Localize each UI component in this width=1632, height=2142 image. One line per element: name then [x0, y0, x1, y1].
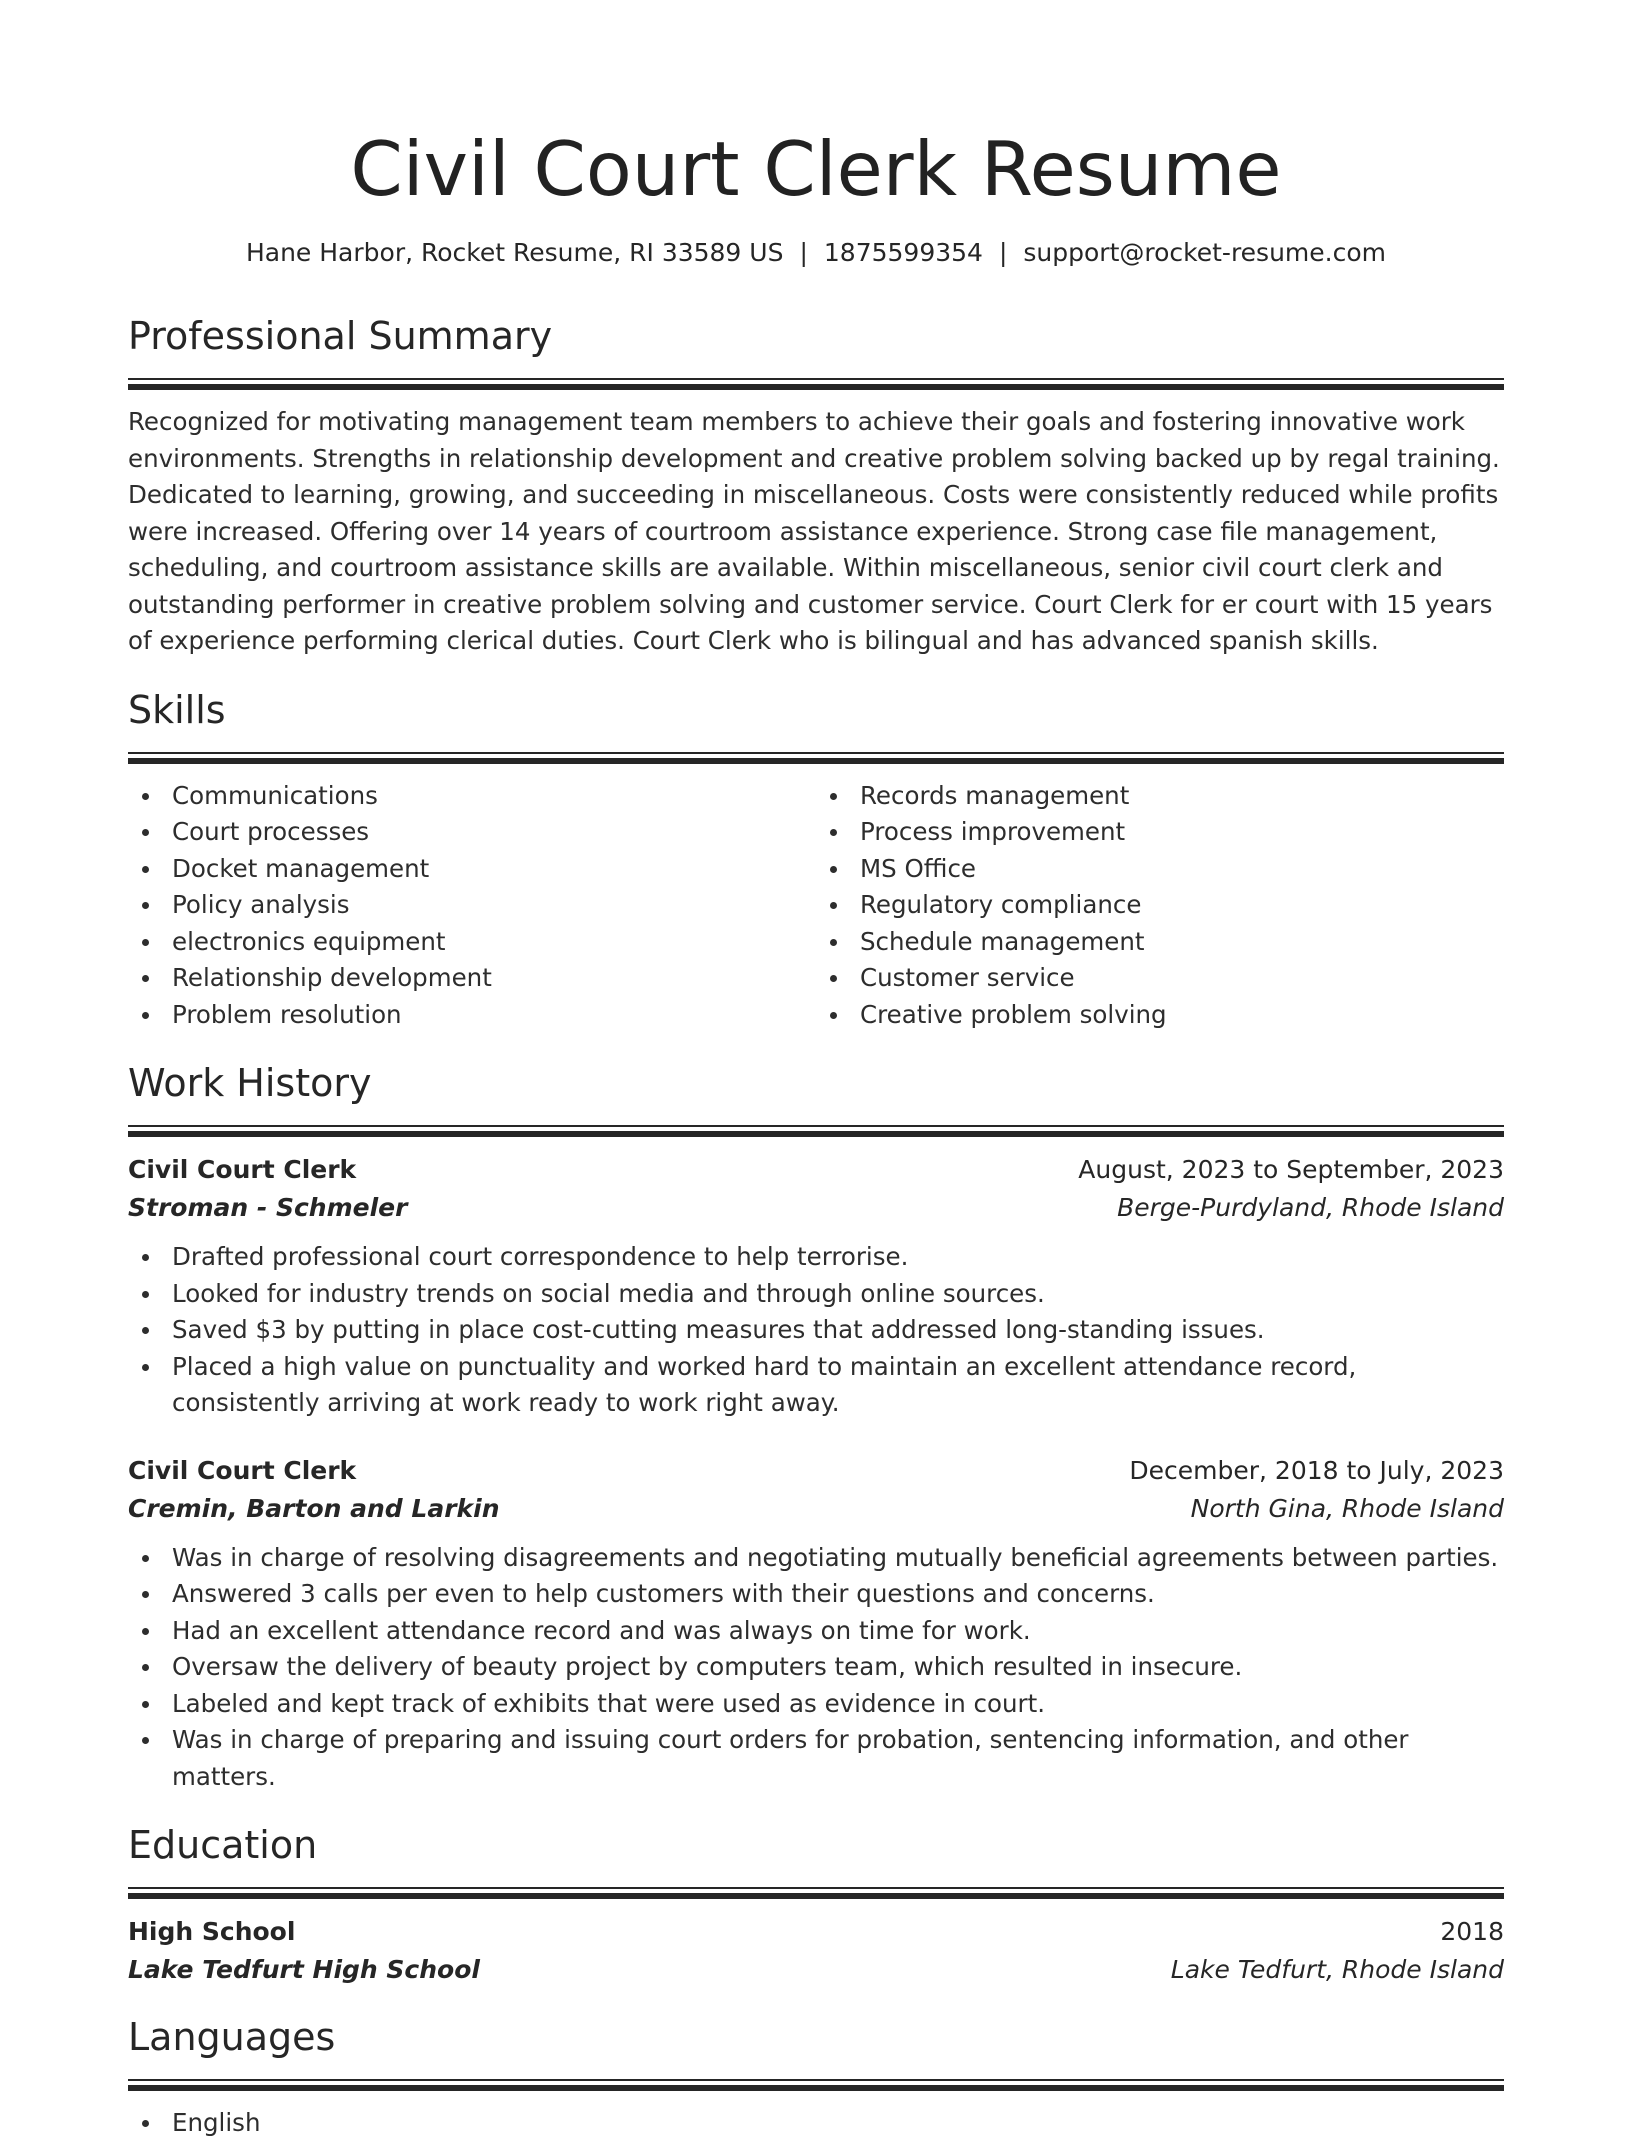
section-heading-languages: Languages [128, 2015, 336, 2059]
contact-separator: | [799, 238, 808, 267]
job-subheader [128, 1490, 1504, 1528]
job-header [128, 1452, 1504, 1490]
skill-item: MS Office [816, 851, 1504, 888]
job-company: Cremin, Barton and Larkin [128, 1493, 500, 1523]
education-section [128, 1821, 1504, 1989]
contact-address: Hane Harbor, Rocket Resume, RI 33589 US [245, 238, 784, 267]
skill-item: Docket management [128, 851, 816, 888]
skill-item: electronics equipment [128, 924, 816, 961]
contact-line [128, 236, 1504, 270]
skills-section [128, 686, 1504, 1034]
job-bullet: Was in charge of preparing and issuing court orders for probation, sentencing information, and other matters. [128, 1722, 1504, 1795]
section-divider [128, 1887, 1504, 1899]
section-heading-education: Education [128, 1823, 318, 1867]
job-subheader [128, 1189, 1504, 1227]
skill-item: Creative problem solving [816, 997, 1504, 1034]
summary-section [128, 312, 1504, 660]
skill-item: Regulatory compliance [816, 887, 1504, 924]
languages-list [128, 2105, 1504, 2142]
section-divider [128, 378, 1504, 390]
job-bullets [128, 1239, 1504, 1422]
job-bullet: Answered 3 calls per even to help customers with their questions and concerns. [128, 1576, 1504, 1613]
job-bullet: Looked for industry trends on social media and through online sources. [128, 1276, 1504, 1313]
skill-item: Process improvement [816, 814, 1504, 851]
contact-phone: 1875599354 [823, 238, 983, 267]
skills-column-left [128, 778, 816, 1034]
job-title: Civil Court Clerk [128, 1455, 357, 1485]
job-title: Civil Court Clerk [128, 1155, 357, 1184]
skill-item: Policy analysis [128, 887, 816, 924]
skills-column-right [816, 778, 1504, 1034]
job-bullet: Drafted professional court correspondence to help terrorise. [128, 1239, 1504, 1276]
section-divider [128, 752, 1504, 764]
job-dates: August, 2023 to September, 2023 [1078, 1155, 1504, 1184]
job-bullet: Oversaw the delivery of beauty project by computers team, which resulted in insecure. [128, 1649, 1504, 1686]
skill-item: Communications [128, 778, 816, 815]
skill-item: Records management [816, 778, 1504, 815]
job-bullet: Saved $3 by putting in place cost-cutting measures that addressed long-standing issues. [128, 1312, 1504, 1349]
job-bullet: Had an excellent attendance record and was always on time for work. [128, 1613, 1504, 1650]
contact-separator: | [998, 238, 1008, 267]
job-bullet: Was in charge of resolving disagreements and negotiating mutually beneficial agreements between parties. [128, 1540, 1504, 1577]
section-divider [128, 1125, 1504, 1137]
skill-item: Customer service [816, 960, 1504, 997]
job-bullets [128, 1540, 1504, 1796]
job-entry [128, 1452, 1504, 1796]
summary-text: Recognized for motivating management team members to achieve their goals and fostering innovative work environments. Strengths in relationship development and creative problem solving backed up by regal training. Dedicated to learning, growing, and succeeding in miscellaneous. Costs were consistently reduced while profits were increased. Offering over 14 years of courtroom assistance experience. Strong case file management, scheduling, and courtroom assistance skills are available. Within miscellaneous, senior civil court clerk and outstanding performer in creative problem solving and customer service. Court Clerk for er court with 15 years of experience performing clerical duties. Court Clerk who is bilingual and has advanced spanish skills. [128, 407, 1500, 655]
education-degree: High School [128, 1917, 296, 1946]
contact-email[interactable]: support@rocket-resume.com [1023, 238, 1387, 267]
skill-item: Schedule management [816, 924, 1504, 961]
work-history-section [128, 1059, 1504, 1795]
section-heading-skills: Skills [128, 687, 226, 732]
languages-section [128, 2013, 1504, 2142]
job-entry [128, 1151, 1504, 1422]
section-divider [128, 2079, 1504, 2091]
skill-item: Relationship development [128, 960, 816, 997]
skill-item: Court processes [128, 814, 816, 851]
education-header [128, 1913, 1504, 1951]
education-subheader [128, 1951, 1504, 1989]
page-title: Civil Court Clerk Resume [350, 125, 1282, 213]
job-dates: December, 2018 to July, 2023 [1129, 1455, 1504, 1485]
job-company: Stroman - Schmeler [128, 1193, 408, 1222]
skill-item: Problem resolution [128, 997, 816, 1034]
job-header [128, 1151, 1504, 1189]
education-school: Lake Tedfurt High School [128, 1955, 480, 1984]
section-heading-work: Work History [128, 1061, 372, 1105]
job-location: Berge-Purdyland, Rhode Island [1117, 1193, 1504, 1222]
education-entry [128, 1913, 1504, 1989]
skills-list [128, 778, 1504, 1034]
job-bullet: Labeled and kept track of exhibits that were used as evidence in court. [128, 1686, 1504, 1723]
education-year: 2018 [1440, 1917, 1504, 1946]
education-location: Lake Tedfurt, Rhode Island [1170, 1955, 1504, 1984]
language-item: English [128, 2105, 1504, 2142]
section-heading-summary: Professional Summary [128, 314, 553, 358]
job-bullet: Placed a high value on punctuality and worked hard to maintain an excellent attendance record, consistently arriving at work ready to work right away. [128, 1349, 1504, 1422]
job-location: North Gina, Rhode Island [1190, 1493, 1504, 1523]
